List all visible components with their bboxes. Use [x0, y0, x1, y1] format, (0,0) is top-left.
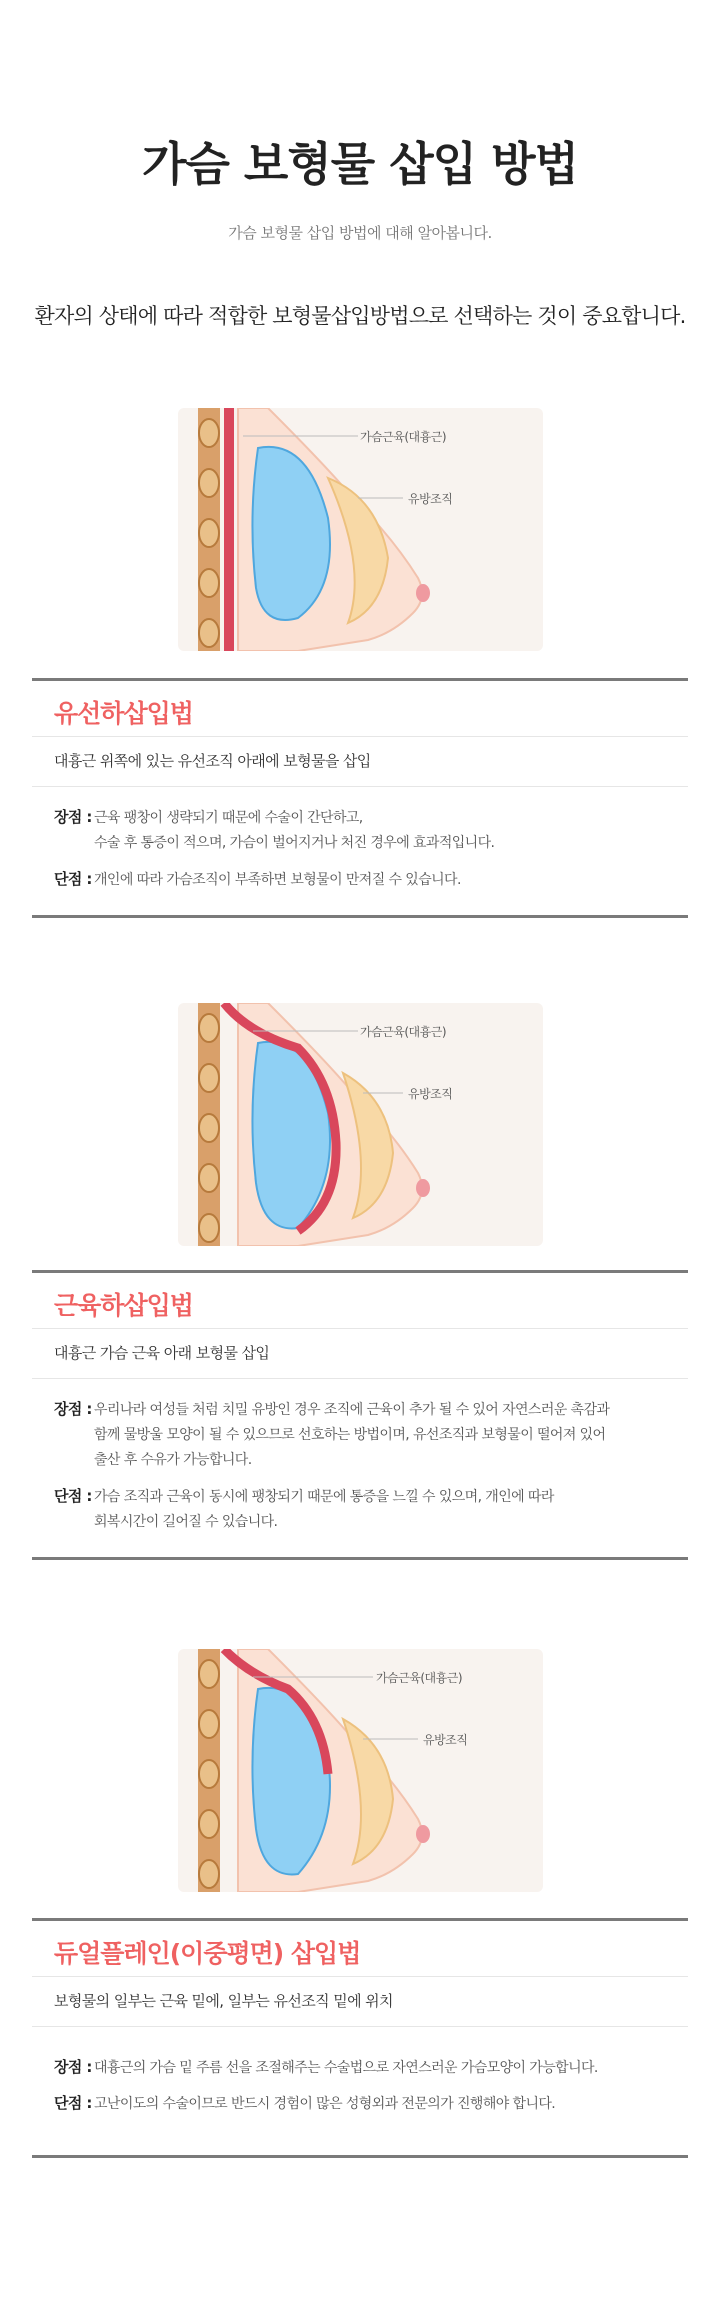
pros-line: 근육 팽창이 생략되기 때문에 수술이 간단하고, [94, 810, 363, 826]
pros-line: 대흉근의 가슴 밑 주름 선을 조절해주는 수술법으로 자연스러운 가슴모양이 가능합니다. [94, 2060, 598, 2076]
method-description: 대흉근 가슴 근육 아래 보형물 삽입 [54, 1344, 270, 1362]
divider [32, 915, 688, 918]
cons-key: 단점 : [54, 2094, 92, 2112]
pros-line: 우리나라 여성들 처럼 치밀 유방인 경우 조직에 근육이 추가 될 수 있어 자연스러운 촉감과 [94, 1402, 610, 1418]
divider [32, 1378, 688, 1379]
divider [32, 1328, 688, 1329]
method-card [32, 1270, 688, 1560]
lead-text: 환자의 상태에 따라 적합한 보형물삽입방법으로 선택하는 것이 중요합니다. [34, 304, 686, 328]
pros-line: 함께 물방울 모양이 될 수 있으므로 선호하는 방법이며, 유선조직과 보형물이 떨어져 있어 [94, 1427, 606, 1443]
pros-key: 장점 : [54, 808, 92, 826]
cons-line: 회복시간이 길어질 수 있습니다. [94, 1514, 278, 1530]
divider [32, 786, 688, 787]
pros-key: 장점 : [54, 1400, 92, 1418]
muscle-label: 가슴근육(대흉근) [360, 430, 447, 444]
cons-line: 개인에 따라 가슴조직이 부족하면 보형물이 만져질 수 있습니다. [94, 872, 461, 888]
divider [32, 2155, 688, 2158]
method-title: 유선하삽입법 [54, 699, 193, 728]
cons-line: 고난이도의 수술이므로 반드시 경험이 많은 성형외과 전문의가 진행해야 합니다. [94, 2096, 556, 2112]
method-description: 보형물의 일부는 근육 밑에, 일부는 유선조직 밑에 위치 [54, 1992, 393, 2010]
divider [32, 1976, 688, 1977]
cons-key: 단점 : [54, 1487, 92, 1505]
cons-line: 가슴 조직과 근육이 동시에 팽창되기 때문에 통증을 느낄 수 있으며, 개인에 따라 [94, 1489, 554, 1505]
gland-label: 유방조직 [423, 1733, 468, 1747]
divider [32, 678, 688, 681]
dual-plane-illustration [178, 1649, 543, 1892]
gland-label: 유방조직 [408, 1087, 453, 1101]
divider [32, 2026, 688, 2027]
pros-key: 장점 : [54, 2058, 92, 2076]
muscle-label: 가슴근육(대흉근) [376, 1671, 463, 1685]
gland-label: 유방조직 [408, 492, 453, 506]
subglandular-illustration [178, 408, 543, 651]
page-title: 가슴 보형물 삽입 방법 [142, 137, 578, 191]
pros-line: 출산 후 수유가 가능합니다. [94, 1452, 252, 1468]
submuscular-illustration [178, 1003, 543, 1246]
divider [32, 1918, 688, 1921]
page-subtitle: 가슴 보형물 삽입 방법에 대해 알아봅니다. [228, 224, 492, 242]
divider [32, 1557, 688, 1560]
pros-line: 수술 후 통증이 적으며, 가슴이 벌어지거나 처진 경우에 효과적입니다. [94, 835, 495, 851]
cons-key: 단점 : [54, 870, 92, 888]
divider [32, 736, 688, 737]
method-title: 듀얼플레인(이중평면) 삽입법 [54, 1939, 361, 1968]
method-card [32, 1918, 688, 2158]
method-card [32, 678, 688, 918]
breast-anatomy-diagram [178, 1649, 543, 1892]
divider [32, 1270, 688, 1273]
method-description: 대흉근 위쪽에 있는 유선조직 아래에 보형물을 삽입 [54, 752, 371, 770]
method-title: 근육하삽입법 [54, 1291, 193, 1320]
muscle-label: 가슴근육(대흉근) [360, 1025, 447, 1039]
